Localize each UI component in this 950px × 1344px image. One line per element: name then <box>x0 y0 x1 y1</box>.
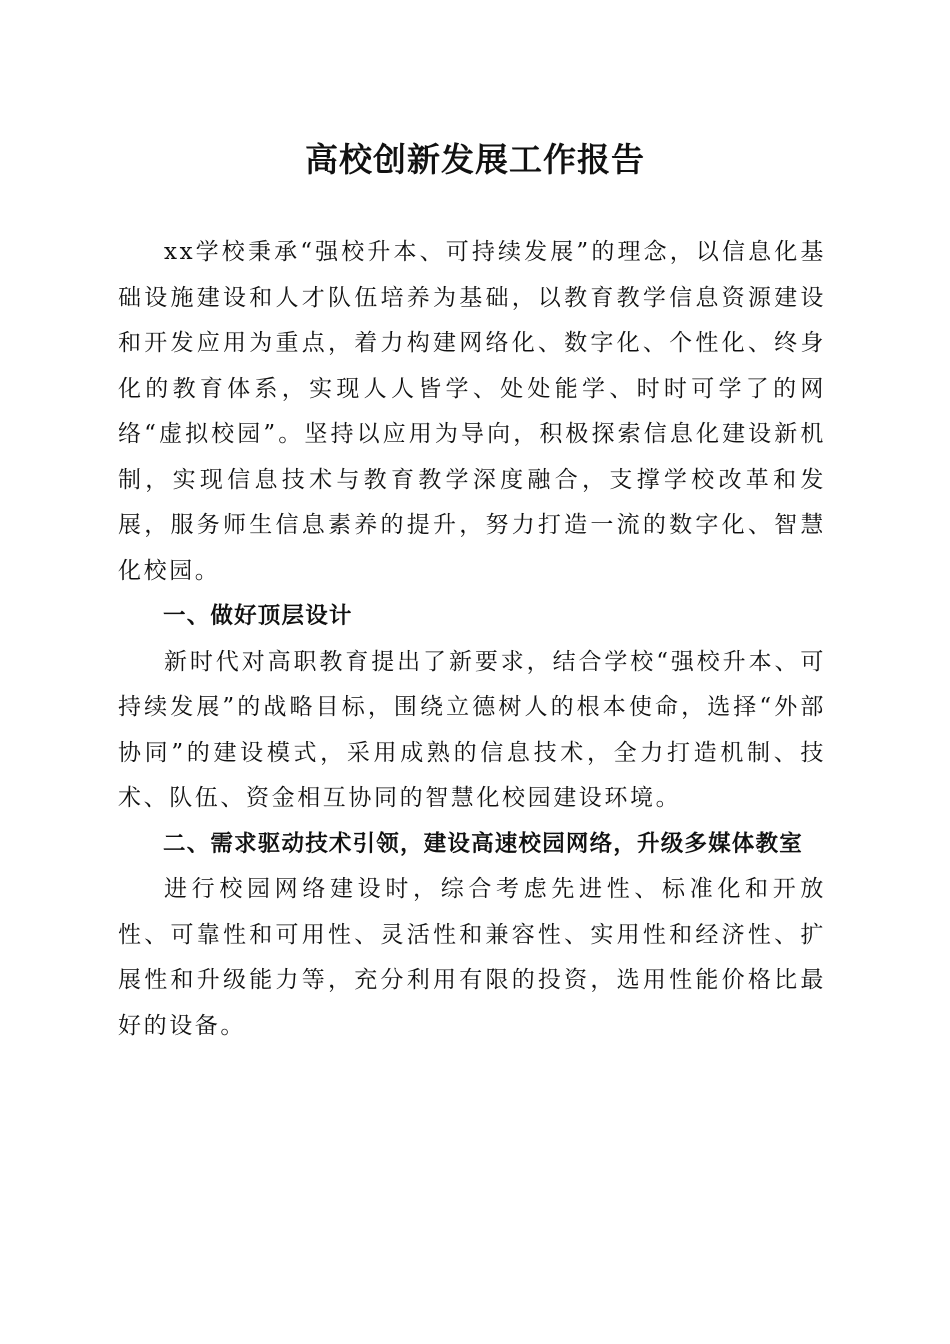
section-paragraph-2: 进行校园网络建设时，综合考虑先进性、标准化和开放性、可靠性和可用性、灵活性和兼容性、实用性和经济性、扩展性和升级能力等，充分利用有限的投资，选用性能价格比最好的设备。 <box>118 876 826 1039</box>
document-body <box>118 230 826 1049</box>
section-heading-2: 二、需求驱动技术引领，建设高速校园网络，升级多媒体教室 <box>163 830 803 857</box>
section-paragraph-1: 新时代对高职教育提出了新要求，结合学校“强校升本、可持续发展”的战略目标，围绕立德树人的根本使命，选择“外部协同”的建设模式，采用成熟的信息技术，全力打造机制、技术、队伍、资金相互协同的智慧化校园建设环境。 <box>118 648 826 811</box>
section-heading-1: 一、做好顶层设计 <box>163 603 353 629</box>
intro-paragraph: xx学校秉承“强校升本、可持续发展”的理念，以信息化基础设施建设和人才队伍培养为基础，以教育教学信息资源建设和开发应用为重点，着力构建网络化、数字化、个性化、终身化的教育体系，实现人人皆学、处处能学、时时可学了的网络“虚拟校园”。坚持以应用为导向，积极探索信息化建设新机制，实现信息技术与教育教学深度融合，支撑学校改革和发展，服务师生信息素养的提升，努力打造一流的数字化、智慧化校园。 <box>118 239 826 584</box>
document-title: 高校创新发展工作报告 <box>305 140 645 179</box>
